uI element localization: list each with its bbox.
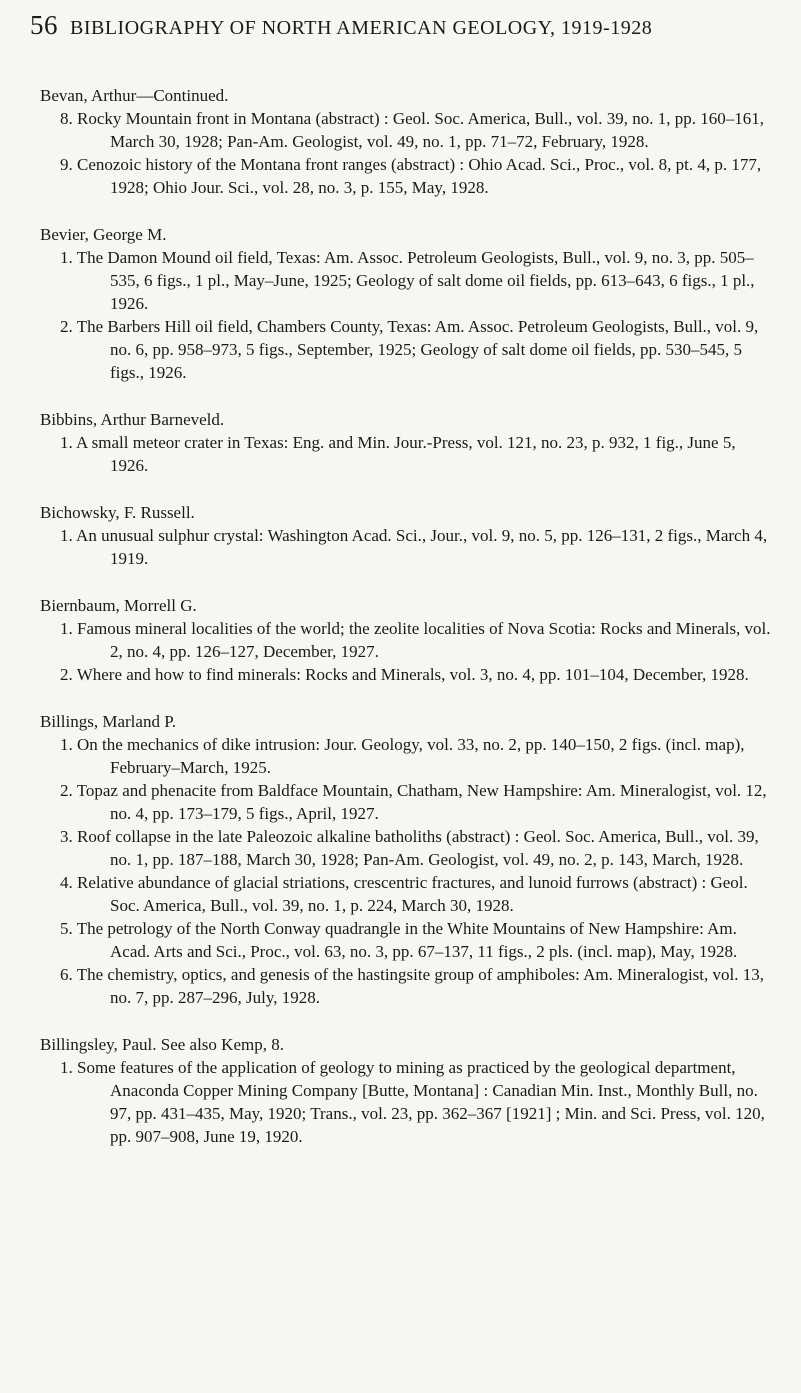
author-name: Billingsley, Paul. See also Kemp, 8. — [40, 1035, 284, 1054]
author-name: Bevier, George M. — [40, 225, 167, 244]
bibliography-entry: 6. The chemistry, optics, and genesis of the hastingsite group of amphiboles: Am. Mineralogist, vol. 13, no. 7, pp. 287–296, July, 1928. — [60, 965, 764, 1007]
author-name: Billings, Marland P. — [40, 712, 177, 731]
author-block — [30, 84, 775, 199]
author-name: Bibbins, Arthur Barneveld. — [40, 410, 225, 429]
bibliography-entry: 2. Topaz and phenacite from Baldface Mountain, Chatham, New Hampshire: Am. Mineralogist, vol. 12, no. 4, pp. 173–179, 5 figs., April, 1927. — [60, 781, 767, 823]
bibliography-entry: 5. The petrology of the North Conway quadrangle in the White Mountains of New Hampshire: Am. Acad. Arts and Sci., Proc., vol. 63, no. 3, pp. 67–137, 11 figs., 2 pls. (incl. map), May, 1928. — [60, 919, 738, 961]
author-block — [30, 710, 775, 1009]
page-number: 56 — [30, 10, 58, 40]
page-header — [30, 10, 770, 41]
bibliography-entry: 1. An unusual sulphur crystal: Washington Acad. Sci., Jour., vol. 9, no. 5, pp. 126–131, 2 figs., March 4, 1919. — [60, 526, 768, 568]
bibliography-entry: 1. The Damon Mound oil field, Texas: Am. Assoc. Petroleum Geologists, Bull., vol. 9, no. 3, pp. 505–535, 6 figs., 1 pl., May–June, 1925; Geology of salt dome oil fields, pp. 613–643, 6 figs., 1 pl., 1926. — [60, 248, 755, 313]
bibliography-entry: 1. Some features of the application of geology to mining as practiced by the geological department, Anaconda Copper Mining Company [Butte, Montana] : Canadian Min. Inst., Monthly Bull, no. 97, pp. 431–435, May, 1920; Trans., vol. 23, pp. 362–367 [1921] ; Min. and Sci. Press, vol. 120, pp. 907–908, June 19, 1920. — [60, 1058, 765, 1146]
bibliography-list — [30, 84, 775, 1172]
bibliography-entry: 1. On the mechanics of dike intrusion: Jour. Geology, vol. 33, no. 2, pp. 140–150, 2 figs. (incl. map), February–March, 1925. — [60, 735, 745, 777]
author-block — [30, 223, 775, 384]
author-name: Biernbaum, Morrell G. — [40, 596, 197, 615]
bibliography-entry: 8. Rocky Mountain front in Montana (abstract) : Geol. Soc. America, Bull., vol. 39, no. 1, pp. 160–161, March 30, 1928; Pan-Am. Geologist, vol. 49, no. 1, pp. 71–72, February, 1928. — [60, 109, 764, 151]
bibliography-entry: 1. A small meteor crater in Texas: Eng. and Min. Jour.-Press, vol. 121, no. 23, p. 932, 1 fig., June 5, 1926. — [60, 433, 736, 475]
bibliography-entry: 2. The Barbers Hill oil field, Chambers County, Texas: Am. Assoc. Petroleum Geologists, Bull., vol. 9, no. 6, pp. 958–973, 5 figs., September, 1925; Geology of salt dome oil fields, pp. 530–545, 5 figs., 1926. — [60, 317, 759, 382]
bibliography-entry: 2. Where and how to find minerals: Rocks and Minerals, vol. 3, no. 4, pp. 101–104, December, 1928. — [60, 665, 749, 684]
author-name: Bichowsky, F. Russell. — [40, 503, 195, 522]
author-block — [30, 408, 775, 477]
bibliography-entry: 9. Cenozoic history of the Montana front ranges (abstract) : Ohio Acad. Sci., Proc., vol. 8, pt. 4, p. 177, 1928; Ohio Jour. Sci., vol. 28, no. 3, p. 155, May, 1928. — [60, 155, 762, 197]
bibliography-entry: 3. Roof collapse in the late Paleozoic alkaline batholiths (abstract) : Geol. Soc. America, Bull., vol. 39, no. 1, pp. 187–188, March 30, 1928; Pan-Am. Geologist, vol. 49, no. 2, p. 143, March, 1928. — [60, 827, 759, 869]
author-block — [30, 501, 775, 570]
bibliography-entry: 4. Relative abundance of glacial striations, crescentric fractures, and lunoid furrows (abstract) : Geol. Soc. America, Bull., vol. 39, no. 1, p. 224, March 30, 1928. — [60, 873, 748, 915]
author-name: Bevan, Arthur—Continued. — [40, 86, 229, 105]
running-title: BIBLIOGRAPHY OF NORTH AMERICAN GEOLOGY, 1919-1928 — [70, 17, 653, 39]
author-block — [30, 1033, 775, 1148]
bibliography-entry: 1. Famous mineral localities of the world; the zeolite localities of Nova Scotia: Rocks and Minerals, vol. 2, no. 4, pp. 126–127, December, 1927. — [60, 619, 771, 661]
author-block — [30, 594, 775, 686]
